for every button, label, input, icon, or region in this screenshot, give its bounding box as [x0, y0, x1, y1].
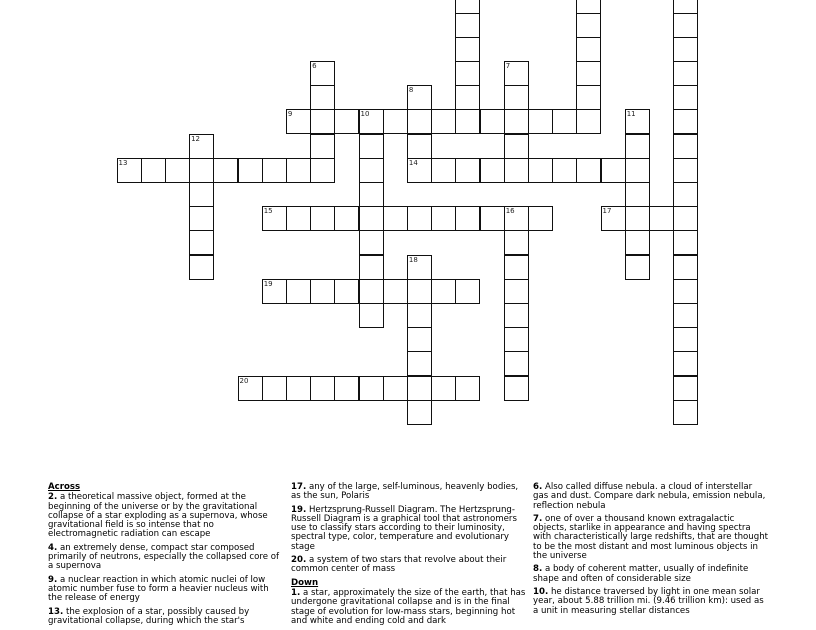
crossword-cell[interactable]: [431, 206, 456, 231]
crossword-cell[interactable]: [673, 279, 698, 304]
crossword-cell[interactable]: [504, 134, 529, 159]
crossword-cell[interactable]: [576, 61, 601, 86]
clue-across-19: [291, 506, 527, 552]
cell-number: 7: [505, 61, 511, 70]
clue-number: 9.: [48, 574, 58, 585]
cell-number: 16: [505, 207, 515, 216]
clue-number: 7.: [533, 513, 543, 524]
crossword-cell[interactable]: [504, 303, 529, 328]
crossword-cell[interactable]: [262, 279, 287, 304]
crossword-cell[interactable]: [480, 206, 505, 231]
cell-number: 9: [287, 110, 293, 119]
crossword-cell[interactable]: [455, 37, 480, 62]
clue-across-2: [48, 493, 284, 539]
crossword-cell[interactable]: [310, 279, 335, 304]
clues-column-3: [533, 483, 769, 620]
clue-across-20: [291, 556, 527, 575]
crossword-cell[interactable]: [407, 376, 432, 401]
crossword-cell[interactable]: [673, 400, 698, 425]
crossword-cell[interactable]: [625, 206, 650, 231]
crossword-cell[interactable]: [576, 85, 601, 110]
crossword-cell[interactable]: [407, 158, 432, 183]
crossword-cell[interactable]: [407, 351, 432, 376]
crossword-cell[interactable]: [359, 206, 384, 231]
crossword-cell[interactable]: [286, 279, 311, 304]
crossword-cell[interactable]: [504, 230, 529, 255]
crossword-cell[interactable]: [189, 206, 214, 231]
clues-column-2: [291, 483, 527, 630]
crossword-cell[interactable]: [359, 182, 384, 207]
clue-number: 19.: [291, 504, 307, 515]
crossword-cell[interactable]: [625, 109, 650, 134]
clue-text: he distance traversed by light in one mean solar year, about 5.88 trillion mi. (9.46 trillion km): used as a unit in measuring stellar distances: [533, 586, 764, 616]
crossword-cell[interactable]: [310, 206, 335, 231]
crossword-cell[interactable]: [673, 327, 698, 352]
crossword-cell[interactable]: [189, 230, 214, 255]
crossword-cell[interactable]: [673, 351, 698, 376]
crossword-cell[interactable]: [189, 182, 214, 207]
crossword-cell[interactable]: [455, 85, 480, 110]
crossword-cell[interactable]: [576, 158, 601, 183]
cell-number: 14: [408, 158, 418, 167]
clue-text: a star, approximately the size of the earth, that has undergone gravitational collapse and is in the final stage of evolution for low-mass stars, beginning hot and white and ending cold and dark: [291, 587, 526, 626]
cell-number: 8: [408, 86, 414, 95]
crossword-cell[interactable]: [431, 376, 456, 401]
clue-text: Also called diffuse nebula. a cloud of interstellar gas and dust. Compare dark nebula, emission nebula, reflection nebula: [533, 482, 766, 511]
crossword-cell[interactable]: [455, 61, 480, 86]
clue-text: an extremely dense, compact star composed primarily of neutrons, especially the collapsed core of a supernova: [48, 542, 280, 572]
crossword-cell[interactable]: [117, 158, 142, 183]
crossword-cell[interactable]: [504, 279, 529, 304]
crossword-cell[interactable]: [455, 158, 480, 183]
crossword-cell[interactable]: [407, 85, 432, 110]
clue-text: one of over a thousand known extragalactic objects, starlike in appearance and having spectra with characteristically large redshifts, that are thought to be the most distant and most luminous objects in the universe: [533, 513, 769, 562]
crossword-cell[interactable]: [673, 109, 698, 134]
crossword-cell[interactable]: [504, 206, 529, 231]
cell-number: 6: [312, 61, 317, 70]
crossword-cell[interactable]: [480, 109, 505, 134]
clue-across-9: [48, 576, 284, 604]
crossword-cell[interactable]: [213, 158, 238, 183]
crossword-cell[interactable]: [673, 158, 698, 183]
crossword-cell[interactable]: [528, 206, 553, 231]
crossword-cell[interactable]: [528, 158, 553, 183]
clue-number: 10.: [533, 586, 549, 597]
crossword-cell[interactable]: [189, 134, 214, 159]
crossword-cell[interactable]: [431, 158, 456, 183]
crossword-cell[interactable]: [673, 206, 698, 231]
clue-number: 6.: [533, 482, 543, 492]
crossword-cell[interactable]: [576, 109, 601, 134]
crossword-cell[interactable]: [504, 327, 529, 352]
crossword-cell[interactable]: [601, 158, 626, 183]
crossword-cell[interactable]: [504, 109, 529, 134]
crossword-cell[interactable]: [673, 85, 698, 110]
cell-number: 17: [602, 207, 612, 216]
clue-down-6: [533, 483, 769, 511]
crossword-cell[interactable]: [673, 182, 698, 207]
crossword-cell[interactable]: [359, 255, 384, 280]
clue-down-8: [533, 565, 769, 584]
crossword-cell[interactable]: [601, 206, 626, 231]
crossword-cell[interactable]: [286, 376, 311, 401]
across-header: Across: [48, 482, 81, 492]
crossword-cell[interactable]: [673, 255, 698, 280]
crossword-cell[interactable]: [407, 255, 432, 280]
crossword-cell[interactable]: [625, 158, 650, 183]
crossword-cell[interactable]: [673, 134, 698, 159]
clue-number: 2.: [48, 492, 58, 503]
crossword-cell[interactable]: [455, 109, 480, 134]
clue-number: 20.: [291, 555, 307, 566]
clue-text: a theoretical massive object, formed at the beginning of the universe or by the gravitational collapse of a star exploding as a supernova, whose gravitational field is so intense that no electromagnetic radiation can escape: [48, 492, 268, 540]
crossword-cell[interactable]: [504, 61, 529, 86]
clue-number: 13.: [48, 606, 64, 617]
crossword-cell[interactable]: [359, 134, 384, 159]
crossword-cell[interactable]: [189, 158, 214, 183]
crossword-cell[interactable]: [407, 134, 432, 159]
crossword-cell[interactable]: [310, 109, 335, 134]
crossword-cell[interactable]: [455, 376, 480, 401]
crossword-cell[interactable]: [238, 376, 263, 401]
crossword-cell[interactable]: [262, 376, 287, 401]
clue-text: any of the large, self-luminous, heavenly bodies, as the sun, Polaris: [291, 482, 519, 502]
crossword-cell[interactable]: [359, 303, 384, 328]
clue-down-10: [533, 588, 769, 616]
crossword-cell[interactable]: [334, 206, 359, 231]
cell-number: 10: [360, 110, 370, 119]
cell-number: 18: [408, 255, 418, 264]
clue-across-4: [48, 544, 284, 572]
crossword-cell[interactable]: [383, 206, 408, 231]
cell-number: 11: [626, 110, 636, 119]
crossword-cell[interactable]: [286, 206, 311, 231]
crossword-cell[interactable]: [673, 303, 698, 328]
crossword-cell[interactable]: [334, 376, 359, 401]
crossword-cell[interactable]: [383, 376, 408, 401]
cell-number: 13: [118, 158, 128, 167]
crossword-cell[interactable]: [431, 279, 456, 304]
crossword-cell[interactable]: [334, 279, 359, 304]
crossword-cell[interactable]: [407, 109, 432, 134]
crossword-cell[interactable]: [407, 303, 432, 328]
crossword-cell[interactable]: [407, 279, 432, 304]
cell-number: 15: [263, 207, 273, 216]
clue-across-17: [291, 483, 527, 502]
clue-across-13: [48, 608, 284, 627]
crossword-cell[interactable]: [673, 0, 698, 14]
clue-number: 17.: [291, 482, 307, 492]
crossword-cell[interactable]: [673, 61, 698, 86]
crossword-cell[interactable]: [383, 279, 408, 304]
cell-number: 12: [191, 134, 201, 143]
crossword-cell[interactable]: [455, 0, 480, 14]
crossword-cell[interactable]: [407, 206, 432, 231]
crossword-cell[interactable]: [359, 376, 384, 401]
crossword-cell[interactable]: [504, 255, 529, 280]
down-header: Down: [291, 577, 319, 588]
crossword-cell[interactable]: [455, 13, 480, 38]
crossword-cell[interactable]: [455, 279, 480, 304]
clue-number: 1.: [291, 587, 301, 598]
crossword-cell[interactable]: [576, 37, 601, 62]
crossword-cell[interactable]: [625, 134, 650, 159]
crossword-cell[interactable]: [359, 279, 384, 304]
clue-text: a body of coherent matter, usually of indefinite shape and often of considerable size: [533, 564, 749, 584]
clue-text: Hertzsprung-Russell Diagram. The Hertzsprung-Russell Diagram is a graphical tool that astronomers use to classify stars according to their luminosity, spectral type, color, temperature and evolutionary stage: [291, 504, 517, 552]
clue-number: 8.: [533, 564, 543, 575]
clue-number: 4.: [48, 542, 58, 553]
crossword-cell[interactable]: [528, 109, 553, 134]
crossword-cell[interactable]: [407, 327, 432, 352]
crossword-cell[interactable]: [310, 85, 335, 110]
crossword-cell[interactable]: [165, 158, 190, 183]
clue-text: the explosion of a star, possibly caused by gravitational collapse, during which the star's: [48, 606, 250, 626]
crossword-cell[interactable]: [673, 37, 698, 62]
crossword-cell[interactable]: [504, 376, 529, 401]
crossword-cell[interactable]: [310, 134, 335, 159]
crossword-cell[interactable]: [431, 109, 456, 134]
crossword-cell[interactable]: [310, 61, 335, 86]
crossword-cell[interactable]: [359, 230, 384, 255]
crossword-cell[interactable]: [310, 158, 335, 183]
crossword-cell[interactable]: [625, 230, 650, 255]
crossword-cell[interactable]: [576, 0, 601, 14]
cell-number: 20: [239, 376, 249, 385]
clue-text: a nuclear reaction in which atomic nuclei of low atomic number fuse to form a heavier nucleus with the release of energy: [48, 574, 269, 604]
cell-number: 19: [263, 279, 273, 288]
clues-column-1: [48, 483, 284, 630]
crossword-cell[interactable]: [576, 13, 601, 38]
crossword-cell[interactable]: [407, 400, 432, 425]
crossword-cell[interactable]: [649, 206, 674, 231]
crossword-cell[interactable]: [625, 255, 650, 280]
clue-down-1: [291, 589, 527, 626]
crossword-cell[interactable]: [504, 351, 529, 376]
crossword-cell[interactable]: [141, 158, 166, 183]
crossword-cell[interactable]: [334, 109, 359, 134]
crossword-cell[interactable]: [262, 158, 287, 183]
clue-text: a system of two stars that revolve about their common center of mass: [291, 555, 507, 575]
crossword-cell[interactable]: [383, 109, 408, 134]
crossword-cell[interactable]: [504, 158, 529, 183]
crossword-cell[interactable]: [504, 85, 529, 110]
crossword-cell[interactable]: [359, 158, 384, 183]
crossword-cell[interactable]: [262, 206, 287, 231]
crossword-cell[interactable]: [238, 158, 263, 183]
crossword-cell[interactable]: [552, 158, 577, 183]
crossword-cell[interactable]: [359, 109, 384, 134]
crossword-cell[interactable]: [310, 376, 335, 401]
crossword-cell[interactable]: [455, 206, 480, 231]
crossword-cell[interactable]: [286, 158, 311, 183]
crossword-cell[interactable]: [673, 230, 698, 255]
crossword-cell[interactable]: [625, 182, 650, 207]
crossword-cell[interactable]: [673, 13, 698, 38]
clue-down-7: [533, 515, 769, 561]
crossword-cell[interactable]: [286, 109, 311, 134]
crossword-cell[interactable]: [189, 255, 214, 280]
crossword-cell[interactable]: [673, 376, 698, 401]
crossword-cell[interactable]: [552, 109, 577, 134]
crossword-cell[interactable]: [480, 158, 505, 183]
